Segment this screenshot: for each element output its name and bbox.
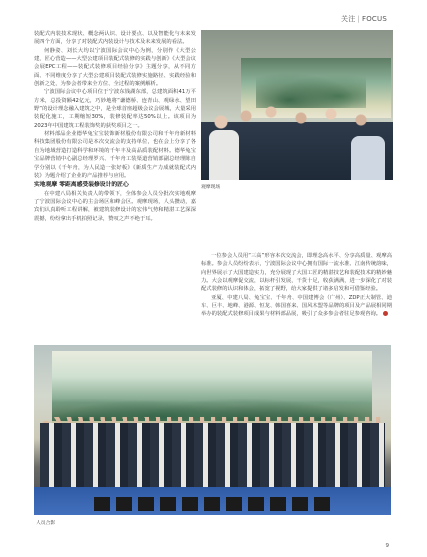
left-paragraph-5: 在中建八局相关负责人的带领下，全体参会人员分批次实地观摩了宁波国际会议中心的主会场区和峰会区。观摩现场，人头攒动，嘉宾们认真聆听工程讲解，被建筑装修设计的宏伟气势和精湛工艺深深震撼，纷纷拿出手机拍照记录，赞叹之声不绝于耳。 [34, 190, 196, 222]
mural-hills [52, 381, 372, 421]
left-paragraph-2: 何静姿、刘长大均以宁波国际会议中心为例，分别作《大型公建，匠心营造——大型公建项目装配式装修的实践与创新》《大型会议会展EPC工程——装配式装修项目经验分享》主题分享，从不同方面、不同维度分享了大型公建项目装配式装修实施路径、实践经验和创新之处，为参会者带来全方位、全过程的案例解析。 [34, 47, 196, 88]
page-number: 9 [385, 543, 389, 549]
right-paragraph-1: 一位参会人员用“三高”形容本次交流会，即理念高水平、分享高质量、观摩高标准。参会人员纷纷表示，宁波国际会议中心拥有国际一流水准、江南传统韵味，向世界展示了大国建造实力，充分展现了大国工匠的精湛技艺和装配技术的精妙魅力。大会以观摩促交流，以标杆引发展，干货十足，收获满满，进一步深化了对装配式装修的认识和体会，拓宽了视野，给大家提供了诸多启发和可借鉴经验。 [201, 253, 392, 293]
group-photo [34, 345, 391, 515]
left-paragraph-1: 装配式内装技术现状、概念两认识、设计要点、以及智能化与未来发展四个方面，分享了对装配式内装设计与技术及未来发展的看法。 [34, 31, 196, 46]
right-paragraph-2 [201, 294, 392, 319]
photo-caption-site-visit: 观摩现场 [201, 185, 221, 190]
right-column [201, 252, 392, 319]
visitor-figure [351, 136, 385, 180]
section-cn: 关注 [341, 15, 356, 23]
page-header [341, 14, 387, 24]
left-column [34, 30, 196, 223]
article-end-mark [383, 311, 388, 316]
front-chairs [94, 497, 334, 511]
section-heading: 实地观摩 零距离感受装修设计的匠心 [34, 182, 129, 189]
photo-caption-group: 人员合影 [36, 521, 56, 526]
right-paragraph-2-text: 亚厦、中建八局、兔宝宝、千年舟、中国建博会（广州）、ZDP正大制管、迪车、巨丰、地峰、港源、恒龙、韩国喜来、国风木盟等品牌的项目及产品展相同期举办的装配式装修项目成果与材料部品展，吸引了众多参会者驻足参观咨询。 [201, 294, 392, 318]
section-en: FOCUS [362, 15, 387, 23]
header-separator: | [357, 15, 360, 23]
site-visit-photo [201, 30, 393, 180]
left-paragraph-3: 宁波国际会议中心项目位于宁波东钱湖东部，总建筑面积41万平方米，总投资额42亿元，巧妙地将“谦德桥、连青山、观绿水、望田野”的设计理念融入建筑之中，是全球首座超级会议会展城，大量采用装配化施工，工期缩短30%，装修装配率达50%以上。该项目为2023年中国建筑工程装饰奖的获奖项目之一。 [34, 89, 196, 129]
visitor-figure [209, 130, 239, 180]
left-paragraph-4: 材料部品企业德华兔宝宝装饰新材股份有限公司和千年舟新材料科技集团股份有限公司是本次交流会的支持单位，也在会上分享了各自为地域营造打造科学和环境的千年丰及高品质装配材料。德华兔宝宝品牌营销中心副总经理罗兴、千年舟工装渠道营销部副总经理陈自学分别以《千年舟，为人民造一张好板》《新质生产力成就装配式内装》为题介绍了企业的产品推荐与应用。 [34, 131, 196, 179]
